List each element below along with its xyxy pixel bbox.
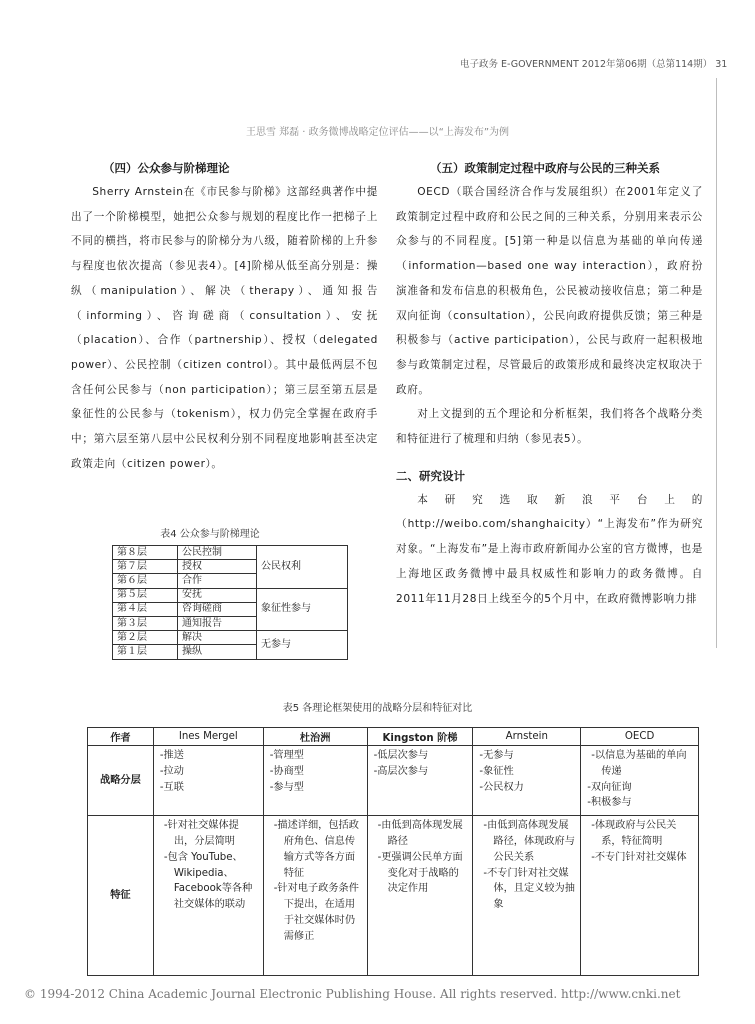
table-row: 第３层 通知报告	[113, 616, 348, 630]
table-row: 第８层 公民控制 公民权利	[113, 546, 348, 560]
research-paragraph: 本研究选取新浪平台上的（http://weibo.com/shanghaicity）“上海发布”作为研究对象。“上海发布”是上海市政府新闻办公室的官方微博，也是上海地区政务微博中最具权威性和影响力的政务微博。自2011年11月28日上线至今的5个月中，在政府微博影响力排	[396, 493, 703, 605]
table4	[112, 545, 348, 660]
table5-caption: 表5 各理论框架使用的战略分层和特征对比	[282, 703, 473, 714]
table5	[87, 727, 699, 976]
table-row: 第４层 咨询磋商	[113, 602, 348, 616]
group-cell: 公民权利	[257, 546, 348, 589]
table-row: 第２层 解决 无参与	[113, 631, 348, 645]
table-row: 第５层 安抚 象征性参与	[113, 588, 348, 602]
arnstein-paragraph: Sherry Arnstein在《市民参与阶梯》这部经典著作中提出了一个阶梯模型，她把公众参与规划的程度比作一把梯子上不同的横挡，将市民参与的阶梯分为八级，随着阶梯的上升参与程度也依次提高（参见表4）。[4]阶梯从低至高分别是：操纵（manipulation）、解决（therapy）、通知报告（informing）、咨询磋商（consultation）、安抚（placation）、合作（partnership）、授权（delegated power）、公民控制（citizen control）。其中最低两层不包含任何公民参与（non participation）；第三层至第五层是象征性的公民参与（tokenism），权力仍完全掌握在政府手中；第六层至第八层中公民权利分别不同程度地影响甚至决定政策走向（citizen power）。	[71, 186, 378, 470]
column-rule	[716, 78, 717, 648]
table-row: 战略分层 -推送 -拉动 -互联 -管理型 -协商型 -参与型 -低层次参与 -高层次参与 -无参与 -象征性 -公民权力 -以信息为基础的单向传递 -双向征询 -积极参与	[88, 746, 699, 816]
running-header: 电子政务 E-GOVERNMENT 2012年第06期（总第114期） 31	[460, 59, 728, 70]
group-cell: 无参与	[257, 631, 348, 659]
right-column	[396, 158, 703, 611]
row-label: 特征	[88, 816, 154, 976]
section-heading-4: （四）公众参与阶梯理论	[103, 161, 230, 175]
copyright-footer: © 1994-2012 China Academic Journal Electronic Publishing House. All rights reserved. http://www.cnki.net	[24, 987, 681, 1001]
row-label: 战略分层	[88, 746, 154, 816]
table-row: 第７层 授权	[113, 560, 348, 574]
table-row: 第６层 合作	[113, 574, 348, 588]
group-cell: 象征性参与	[257, 588, 348, 631]
table-row: 第１层 操纵	[113, 645, 348, 659]
table-header-row: 作者 Ines Mergel 杜治洲 Kingston 阶梯 Arnstein OECD	[88, 728, 699, 746]
oecd-paragraph: OECD（联合国经济合作与发展组织）在2001年定义了政策制定过程中政府和公民之间的三种关系，分别用来表示公众参与的不同程度。[5]第一种是以信息为基础的单向传递（information—based one way interaction），政府扮演准备和发布信息的积极角色，公民被动接收信息；第二种是双向征询（consultation），公民向政府提供反馈；第三种是积极参与（active participation），公民与政府一起积极地参与政策制定过程，尽管最后的政策形成和最终决定权取决于政府。	[396, 186, 703, 396]
section-heading-5: （五）政策制定过程中政府与公民的三种关系	[430, 161, 660, 175]
table-row: 特征 -针对社交媒体提出，分层简明 -包含 YouTube、Wikipedia、Facebook等各种社交媒体的联动 -描述详细，包括政府角色、信息传输方式等各方面特征 -针对电子政务条件下提出，在适用于社交媒体时仍需修正 -由低到高体现发展路径 -更强调公民单方面变化对于战略的决定作用 -由低到高体现发展路径，体现政府与公民关系 -不专门针对社交媒体，且定义较为抽象 -体现政府与公民关系，特征简明 -不专门针对社交媒体	[88, 816, 699, 976]
table4-caption: 表4 公众参与阶梯理论	[160, 529, 260, 540]
left-column	[71, 158, 378, 476]
article-subheader: 王思雪 郑磊 · 政务微博战略定位评估——以“上海发布”为例	[245, 127, 510, 138]
research-design-heading: 二、研究设计	[396, 468, 465, 483]
summary-paragraph: 对上文提到的五个理论和分析框架，我们将各个战略分类和特征进行了梳理和归纳（参见表5）。	[396, 408, 703, 446]
